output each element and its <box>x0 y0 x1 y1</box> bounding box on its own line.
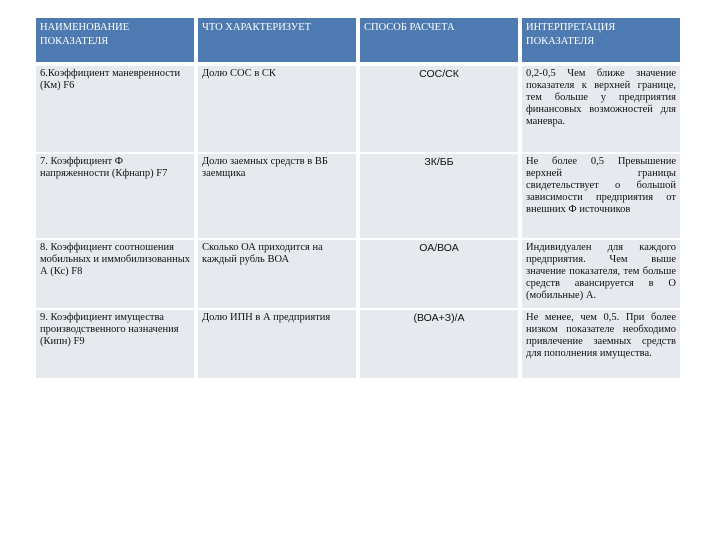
indicator-formula: (ВОА+З)/А <box>360 310 518 378</box>
header-characterizes: ЧТО ХАРАКТЕРИЗУЕТ <box>198 18 356 62</box>
indicator-name: 8. Коэффициент соотношения мобильных и иммобилизованных А (Кс) F8 <box>36 240 194 308</box>
header-interpretation: ИНТЕРПРЕТАЦИЯ ПОКАЗАТЕЛЯ <box>522 18 680 62</box>
indicator-formula: СОС/СК <box>360 66 518 152</box>
indicator-name: 7. Коэффициент Ф напряженности (Кфнапр) F7 <box>36 154 194 238</box>
indicator-formula: ОА/ВОА <box>360 240 518 308</box>
indicator-interpretation: Индивидуален для каждого предприятия. Чем выше значение показателя, тем больше средств авансируется в О (мобильные) А. <box>522 240 680 308</box>
header-name: НАИМЕНОВАНИЕ ПОКАЗАТЕЛЯ <box>36 18 194 62</box>
indicator-characterizes: Долю СОС в СК <box>198 66 356 152</box>
indicator-characterizes: Долю заемных средств в ВБ заемщика <box>198 154 356 238</box>
indicator-formula: ЗК/ББ <box>360 154 518 238</box>
table-row <box>36 310 684 378</box>
indicator-interpretation: Не более 0,5 Превышение верхней границы свидетельствует о большой зависимости предприятия от внешних Ф источников <box>522 154 680 238</box>
indicator-interpretation: Не менее, чем 0,5. При более низком показателе необходимо привлечение заемных средств для пополнения имущества. <box>522 310 680 378</box>
indicator-name: 9. Коэффициент имущества производственного назначения (Кипн) F9 <box>36 310 194 378</box>
table-row <box>36 154 684 238</box>
indicator-name: 6.Коэффициент маневренности (Км) F6 <box>36 66 194 152</box>
indicator-interpretation: 0,2-0,5 Чем ближе значение показателя к верхней границе, тем больше у предприятия финансовых возможностей для маневра. <box>522 66 680 152</box>
indicator-characterizes: Сколько ОА приходится на каждый рубль ВОА <box>198 240 356 308</box>
indicator-table <box>36 18 684 378</box>
table-header-row <box>36 18 684 62</box>
indicator-characterizes: Долю ИПН в А предприятия <box>198 310 356 378</box>
table-row <box>36 240 684 308</box>
table-row <box>36 66 684 152</box>
header-formula: СПОСОБ РАСЧЕТА <box>360 18 518 62</box>
